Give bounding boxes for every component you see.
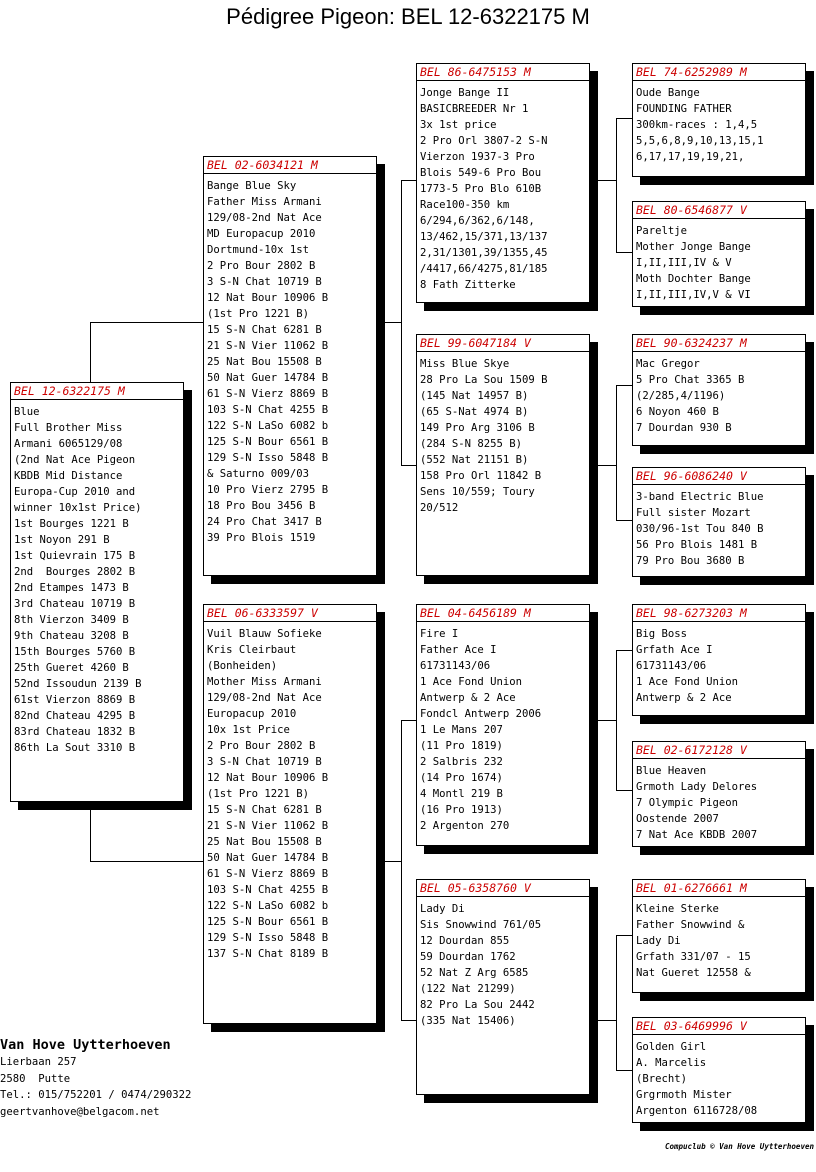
sire-dam-card (416, 334, 590, 576)
detail-line: 10x 1st Price (207, 724, 290, 736)
sire-sire-dam-card (632, 201, 806, 307)
connector-line (616, 252, 632, 253)
detail-line: (14 Pro 1674) (420, 772, 503, 784)
detail-line: Sens 10/559; Toury (420, 486, 535, 498)
owner-email: geertvanhove@belgacom.net (0, 1105, 160, 1118)
pigeon-details (417, 622, 589, 834)
connector-line (616, 118, 632, 119)
detail-line: Antwerp & 2 Ace (420, 692, 516, 704)
detail-line: Europa-Cup 2010 and (14, 486, 136, 498)
detail-line: Kris Cleirbaut (207, 644, 297, 656)
pigeon-details (417, 352, 589, 516)
dam-dam-card (416, 879, 590, 1095)
dam-sire-sire-card (632, 604, 806, 716)
detail-line: (16 Pro 1913) (420, 804, 503, 816)
detail-line: 2 Salbris 232 (420, 756, 503, 768)
detail-line: 28 Pro La Sou 1509 B (420, 374, 548, 386)
detail-line: 6/294,6/362,6/148, (420, 215, 535, 227)
connector-line (90, 801, 91, 861)
pigeon-details (417, 897, 589, 1029)
detail-line: 1st Noyon 291 B (14, 534, 110, 546)
connector-line (590, 1020, 616, 1021)
detail-line: 52nd Issoudun 2139 B (14, 678, 142, 690)
detail-line: 129/08-2nd Nat Ace (207, 692, 322, 704)
detail-line: 103 S-N Chat 4255 B (207, 884, 329, 896)
detail-line: 9th Chateau 3208 B (14, 630, 129, 642)
detail-line: Blue (14, 406, 40, 418)
detail-line: Grfath Ace I (636, 644, 713, 656)
detail-line: (1st Pro 1221 B) (207, 308, 310, 320)
detail-line: 79 Pro Bou 3680 B (636, 555, 745, 567)
pigeon-details (204, 174, 376, 546)
detail-line: 1 Ace Fond Union (420, 676, 523, 688)
detail-line: 82 Pro La Sou 2442 (420, 999, 535, 1011)
detail-line: 1st Quievrain 175 B (14, 550, 136, 562)
owner-phone: Tel.: 015/752201 / 0474/290322 (0, 1089, 192, 1101)
detail-line: Father Miss Armani (207, 196, 322, 208)
detail-line: 6 Noyon 460 B (636, 406, 719, 418)
detail-line: KBDB Mid Distance (14, 470, 123, 482)
detail-line: (Brecht) (636, 1073, 688, 1085)
dam-sire-card (416, 604, 590, 846)
detail-line: Pareltje (636, 225, 688, 237)
detail-line: (2nd Nat Ace Pigeon (14, 454, 136, 466)
pigeon-details (11, 400, 183, 756)
detail-line: 125 S-N Bour 6561 B (207, 436, 329, 448)
detail-line: 61731143/06 (636, 660, 707, 672)
connector-line (616, 935, 617, 1070)
detail-line: 61 S-N Vierz 8869 B (207, 388, 329, 400)
ring-number: BEL 01-6276661 M (633, 880, 805, 897)
detail-line: Blois 549-6 Pro Bou (420, 167, 542, 179)
dam-dam-sire-card (632, 879, 806, 993)
detail-line: 5,5,6,8,9,10,13,15,1 (636, 135, 764, 147)
ring-number: BEL 90-6324237 M (633, 335, 805, 352)
detail-line: 61731143/06 (420, 660, 491, 672)
detail-line: Antwerp & 2 Ace (636, 692, 732, 704)
detail-line: Blue Heaven (636, 765, 707, 777)
detail-line: 59 Dourdan 1762 (420, 951, 516, 963)
detail-line: 24 Pro Chat 3417 B (207, 516, 322, 528)
owner-name: Van Hove Uytterhoeven (0, 1037, 171, 1053)
detail-line: 25th Gueret 4260 B (14, 662, 129, 674)
connector-line (616, 650, 632, 651)
detail-line: Grmoth Lady Delores (636, 781, 758, 793)
detail-line: 2 Argenton 270 (420, 820, 510, 832)
detail-line: (284 S-N 8255 B) (420, 438, 523, 450)
pigeon-details (633, 622, 805, 706)
owner-postal-city: 2580 Putte (0, 1072, 71, 1085)
detail-line: Big Boss (636, 628, 688, 640)
detail-line: 5 Pro Chat 3365 B (636, 374, 745, 386)
detail-line: Dortmund-10x 1st (207, 244, 310, 256)
detail-line: FOUNDING FATHER (636, 103, 732, 115)
detail-line: 50 Nat Guer 14784 B (207, 372, 329, 384)
detail-line: Grfath 331/07 - 15 (636, 951, 751, 963)
detail-line: Fondcl Antwerp 2006 (420, 708, 542, 720)
connector-line (401, 465, 417, 466)
connector-line (401, 720, 417, 721)
detail-line: Armani 6065129/08 (14, 438, 123, 450)
detail-line: Miss Blue Skye (420, 358, 510, 370)
connector-line (90, 322, 204, 323)
detail-line: 25 Nat Bou 15508 B (207, 356, 322, 368)
connector-line (590, 465, 616, 466)
detail-line: 15 S-N Chat 6281 B (207, 804, 322, 816)
detail-line: 61st Vierzon 8869 B (14, 694, 136, 706)
detail-line: 25 Nat Bou 15508 B (207, 836, 322, 848)
detail-line: 122 S-N LaSo 6082 b (207, 420, 329, 432)
detail-line: 82nd Chateau 4295 B (14, 710, 136, 722)
detail-line: BASICBREEDER Nr 1 (420, 103, 529, 115)
detail-line: (Bonheiden) (207, 660, 278, 672)
detail-line: 12 Dourdan 855 (420, 935, 510, 947)
detail-line: Sis Snowwind 761/05 (420, 919, 542, 931)
detail-line: Grgrmoth Mister (636, 1089, 732, 1101)
dam-dam-dam-card (632, 1017, 806, 1123)
detail-line: (552 Nat 21151 B) (420, 454, 529, 466)
ring-number: BEL 96-6086240 V (633, 468, 805, 485)
ring-number: BEL 98-6273203 M (633, 605, 805, 622)
detail-line: 149 Pro Arg 3106 B (420, 422, 535, 434)
detail-line: Fire I (420, 628, 459, 640)
detail-line: Vuil Blauw Sofieke (207, 628, 322, 640)
detail-line: Golden Girl (636, 1041, 707, 1053)
detail-line: Oude Bange (636, 87, 700, 99)
ring-number: BEL 03-6469996 V (633, 1018, 805, 1035)
connector-line (377, 322, 402, 323)
sire-sire-card (416, 63, 590, 303)
detail-line: 137 S-N Chat 8189 B (207, 948, 329, 960)
detail-line: (335 Nat 15406) (420, 1015, 516, 1027)
detail-line: 030/96-1st Tou 840 B (636, 523, 764, 535)
detail-line: 1 Le Mans 207 (420, 724, 503, 736)
detail-line: 3x 1st price (420, 119, 497, 131)
detail-line: Nat Gueret 12558 & (636, 967, 751, 979)
connector-line (616, 385, 632, 386)
detail-line: Father Snowwind & (636, 919, 745, 931)
ring-number: BEL 04-6456189 M (417, 605, 589, 622)
ring-number: BEL 80-6546877 V (633, 202, 805, 219)
sire-dam-dam-card (632, 467, 806, 577)
page-title: Pédigree Pigeon: BEL 12-6322175 M (226, 4, 590, 29)
detail-line: Europacup 2010 (207, 708, 297, 720)
ring-number: BEL 05-6358760 V (417, 880, 589, 897)
detail-line: 103 S-N Chat 4255 B (207, 404, 329, 416)
detail-line: 8th Vierzon 3409 B (14, 614, 129, 626)
detail-line: 12 Nat Bour 10906 B (207, 292, 329, 304)
detail-line: 20/512 (420, 502, 459, 514)
detail-line: /4417,66/4275,81/185 (420, 263, 548, 275)
detail-line: Mac Gregor (636, 358, 700, 370)
detail-line: 2nd Etampes 1473 B (14, 582, 129, 594)
detail-line: Jonge Bange II (420, 87, 510, 99)
detail-line: Kleine Sterke (636, 903, 719, 915)
connector-line (90, 861, 204, 862)
detail-line: (11 Pro 1819) (420, 740, 503, 752)
detail-line: Father Ace I (420, 644, 497, 656)
detail-line: 21 S-N Vier 11062 B (207, 820, 329, 832)
detail-line: Mother Jonge Bange (636, 241, 751, 253)
connector-line (590, 720, 616, 721)
connector-line (590, 180, 616, 181)
detail-line: 7 Dourdan 930 B (636, 422, 732, 434)
detail-line: Argenton 6116728/08 (636, 1105, 758, 1117)
detail-line: 52 Nat Z Arg 6585 (420, 967, 529, 979)
detail-line: 2 Pro Bour 2802 B (207, 260, 316, 272)
detail-line: 4 Montl 219 B (420, 788, 503, 800)
ring-number: BEL 74-6252989 M (633, 64, 805, 81)
sire-sire-sire-card (632, 63, 806, 177)
detail-line: 158 Pro Orl 11842 B (420, 470, 542, 482)
detail-line: winner 10x1st Price) (14, 502, 142, 514)
sire-dam-sire-card (632, 334, 806, 446)
connector-line (616, 650, 617, 790)
detail-line: & Saturno 009/03 (207, 468, 310, 480)
detail-line: 83rd Chateau 1832 B (14, 726, 136, 738)
detail-line: 1st Bourges 1221 B (14, 518, 129, 530)
detail-line: I,II,III,IV,V & VI (636, 289, 751, 301)
ring-number: BEL 12-6322175 M (11, 383, 183, 400)
detail-line: 2 Pro Bour 2802 B (207, 740, 316, 752)
detail-line: 2,31/1301,39/1355,45 (420, 247, 548, 259)
detail-line: 2 Pro Orl 3807-2 S-N (420, 135, 548, 147)
detail-line: 7 Olympic Pigeon (636, 797, 739, 809)
connector-line (401, 180, 402, 465)
detail-line: 7 Nat Ace KBDB 2007 (636, 829, 758, 841)
connector-line (90, 322, 91, 384)
pigeon-details (633, 352, 805, 436)
detail-line: Lady Di (420, 903, 465, 915)
connector-line (616, 790, 632, 791)
detail-line: 86th La Sout 3310 B (14, 742, 136, 754)
detail-line: MD Europacup 2010 (207, 228, 316, 240)
connector-line (616, 935, 632, 936)
detail-line: 125 S-N Bour 6561 B (207, 916, 329, 928)
ring-number: BEL 02-6034121 M (204, 157, 376, 174)
pigeon-details (633, 1035, 805, 1119)
detail-line: Lady Di (636, 935, 681, 947)
detail-line: 3rd Chateau 10719 B (14, 598, 136, 610)
pigeon-details (633, 81, 805, 165)
connector-line (616, 1070, 632, 1071)
detail-line: (145 Nat 14957 B) (420, 390, 529, 402)
connector-line (616, 385, 617, 520)
detail-line: Race100-350 km (420, 199, 510, 211)
detail-line: (1st Pro 1221 B) (207, 788, 310, 800)
ring-number: BEL 06-6333597 V (204, 605, 376, 622)
detail-line: 50 Nat Guer 14784 B (207, 852, 329, 864)
connector-line (616, 520, 632, 521)
owner-info (0, 1036, 191, 1120)
sire-card (203, 156, 377, 576)
detail-line: Vierzon 1937-3 Pro (420, 151, 535, 163)
detail-line: 2nd Bourges 2802 B (14, 566, 136, 578)
detail-line: 13/462,15/371,13/137 (420, 231, 548, 243)
subject-pigeon-card (10, 382, 184, 802)
pigeon-details (633, 897, 805, 981)
ring-number: BEL 86-6475153 M (417, 64, 589, 81)
pigeon-details (633, 219, 805, 303)
detail-line: 3-band Electric Blue (636, 491, 764, 503)
detail-line: I,II,III,IV & V (636, 257, 732, 269)
connector-line (401, 720, 402, 1020)
connector-line (377, 861, 402, 862)
detail-line: 129 S-N Isso 5848 B (207, 452, 329, 464)
detail-line: 21 S-N Vier 11062 B (207, 340, 329, 352)
pigeon-details (633, 485, 805, 569)
detail-line: 300km-races : 1,4,5 (636, 119, 758, 131)
footer-credit: Compuclub © Van Hove Uytterhoeven (664, 1142, 814, 1151)
detail-line: 18 Pro Bou 3456 B (207, 500, 316, 512)
dam-card (203, 604, 377, 1024)
detail-line: Oostende 2007 (636, 813, 719, 825)
detail-line: 15th Bourges 5760 B (14, 646, 136, 658)
pigeon-details (204, 622, 376, 962)
detail-line: (2/285,4/1196) (636, 390, 726, 402)
dam-sire-dam-card (632, 741, 806, 847)
detail-line: (65 S-Nat 4974 B) (420, 406, 529, 418)
detail-line: 3 S-N Chat 10719 B (207, 276, 322, 288)
detail-line: 129/08-2nd Nat Ace (207, 212, 322, 224)
detail-line: 3 S-N Chat 10719 B (207, 756, 322, 768)
pigeon-details (633, 759, 805, 843)
connector-line (616, 118, 617, 252)
detail-line: (122 Nat 21299) (420, 983, 516, 995)
detail-line: 122 S-N LaSo 6082 b (207, 900, 329, 912)
detail-line: 15 S-N Chat 6281 B (207, 324, 322, 336)
ring-number: BEL 02-6172128 V (633, 742, 805, 759)
connector-line (401, 1020, 417, 1021)
detail-line: 1773-5 Pro Blo 610B (420, 183, 542, 195)
connector-line (401, 180, 417, 181)
detail-line: 6,17,17,19,19,21, (636, 151, 745, 163)
detail-line: 1 Ace Fond Union (636, 676, 739, 688)
detail-line: 39 Pro Blois 1519 (207, 532, 316, 544)
detail-line: 8 Fath Zitterke (420, 279, 516, 291)
detail-line: 10 Pro Vierz 2795 B (207, 484, 329, 496)
detail-line: 129 S-N Isso 5848 B (207, 932, 329, 944)
detail-line: Moth Dochter Bange (636, 273, 751, 285)
ring-number: BEL 99-6047184 V (417, 335, 589, 352)
detail-line: 61 S-N Vierz 8869 B (207, 868, 329, 880)
detail-line: 56 Pro Blois 1481 B (636, 539, 758, 551)
detail-line: Mother Miss Armani (207, 676, 322, 688)
detail-line: Full Brother Miss (14, 422, 123, 434)
pigeon-details (417, 81, 589, 293)
detail-line: 12 Nat Bour 10906 B (207, 772, 329, 784)
detail-line: Full sister Mozart (636, 507, 751, 519)
detail-line: Bange Blue Sky (207, 180, 297, 192)
detail-line: A. Marcelis (636, 1057, 707, 1069)
owner-address: Lierbaan 257 (0, 1056, 77, 1068)
